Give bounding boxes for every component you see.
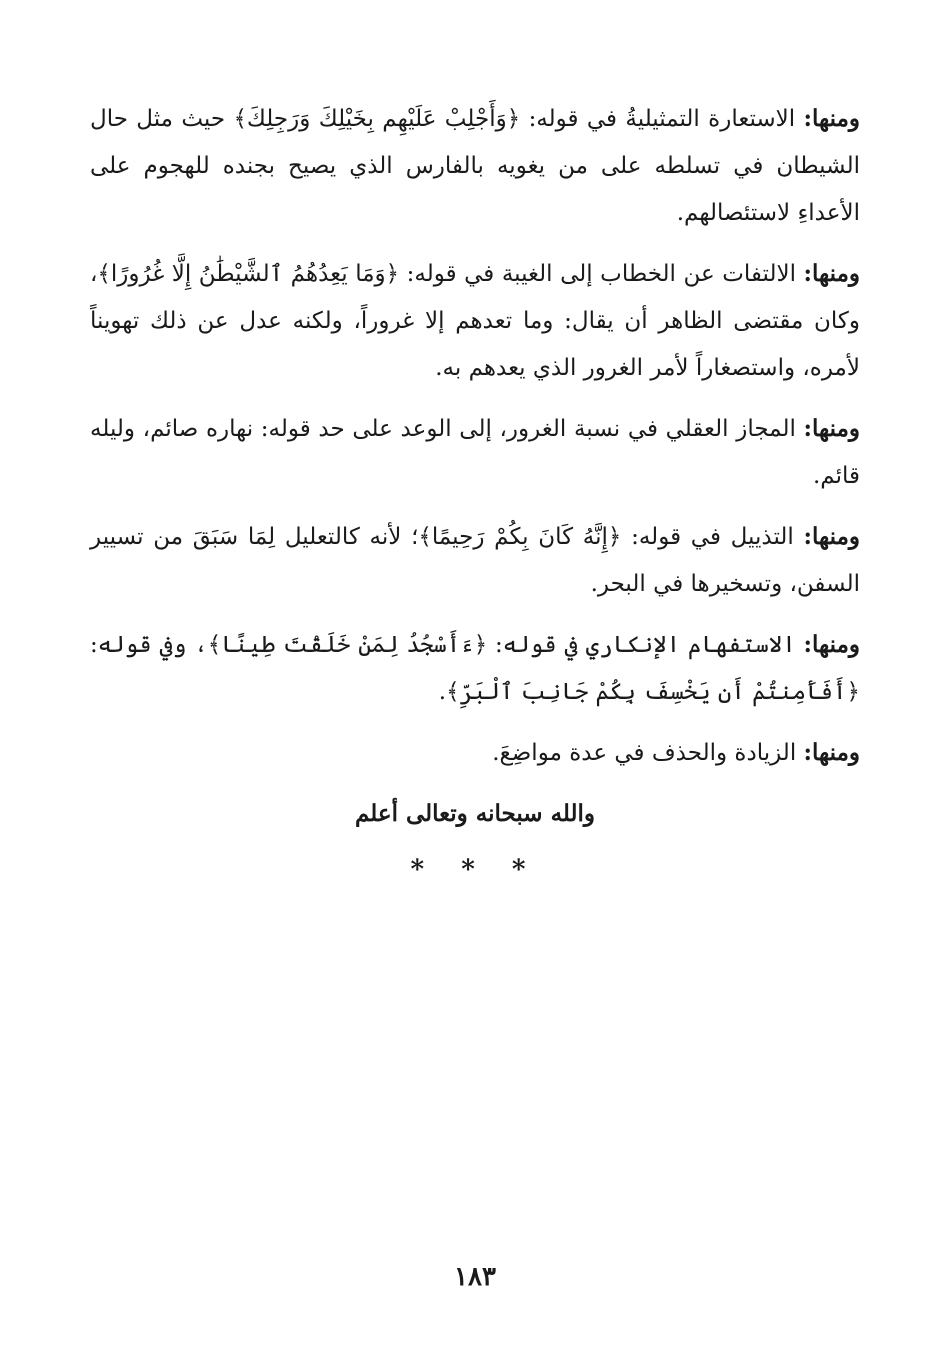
page-body [90, 95, 860, 894]
paragraph-lead: ومنها: [803, 105, 860, 132]
page-number: ١٨٣ [454, 1262, 496, 1292]
section-separator: * * * [410, 855, 540, 885]
paragraph [90, 729, 860, 777]
paragraph [90, 405, 860, 500]
paragraph-text: الزيادة والحذف في عدة مواضِعَ. [492, 740, 804, 766]
paragraph-text: المجاز العقلي في نسبة الغرور، إلى الوعد على حد قوله: نهاره صائم، وليله قائم. [90, 416, 860, 489]
paragraph [90, 95, 860, 237]
paragraph-lead: ومنها: [803, 631, 860, 658]
closing-line: والله سبحانه وتعالى أعلم [354, 800, 596, 827]
paragraph [90, 250, 860, 392]
paragraph-text: الالتفات عن الخطاب إلى الغيبة في قوله: ﴿وَمَا يَعِدُهُمُ ٱلشَّيْطَٰنُ إِلَّا غُرُورًا﴾، وكان مقتضى الظاهر أن يقال: وما تعدهم إلا غروراً، ولكنه عدل عن ذلك تهويناً لأمره، واستصغاراً لأمر الغرور الذي يعدهم به. [90, 261, 860, 381]
paragraph-text: الاستعارة التمثيليةُ في قوله: ﴿وَأَجْلِبْ عَلَيْهِم بِخَيْلِكَ وَرَجِلِكَ﴾ حيث مثل حال الشيطان في تسلطه على من يغويه بالفارس الذي يصيح بجنده للهجوم على الأعداءِ لاستئصالهم. [90, 106, 860, 226]
paragraph-lead: ومنها: [803, 739, 860, 766]
paragraph [90, 513, 860, 608]
paragraph [90, 621, 860, 716]
paragraph-lead: ومنها: [803, 415, 860, 442]
paragraph-lead: ومنها: [803, 260, 860, 287]
paragraph-text: التذييل في قوله: ﴿إِنَّهُ كَانَ بِكُمْ رَحِيمًا﴾؛ لأنه كالتعليل لِمَا سَبَقَ من تسيير السفن، وتسخيرها في البحر. [90, 524, 860, 597]
paragraph-lead: ومنها: [803, 523, 860, 550]
paragraph-text: الاستفهام الإنكاري في قوله: ﴿ءَأَسْجُدُ لِمَنْ خَلَقْتَ طِينًا﴾، وفي قوله: ﴿أَفَأَمِنتُمْ أَن يَخْسِفَ بِكُمْ جَانِبَ ٱلْبَرِّ﴾. [90, 632, 860, 705]
